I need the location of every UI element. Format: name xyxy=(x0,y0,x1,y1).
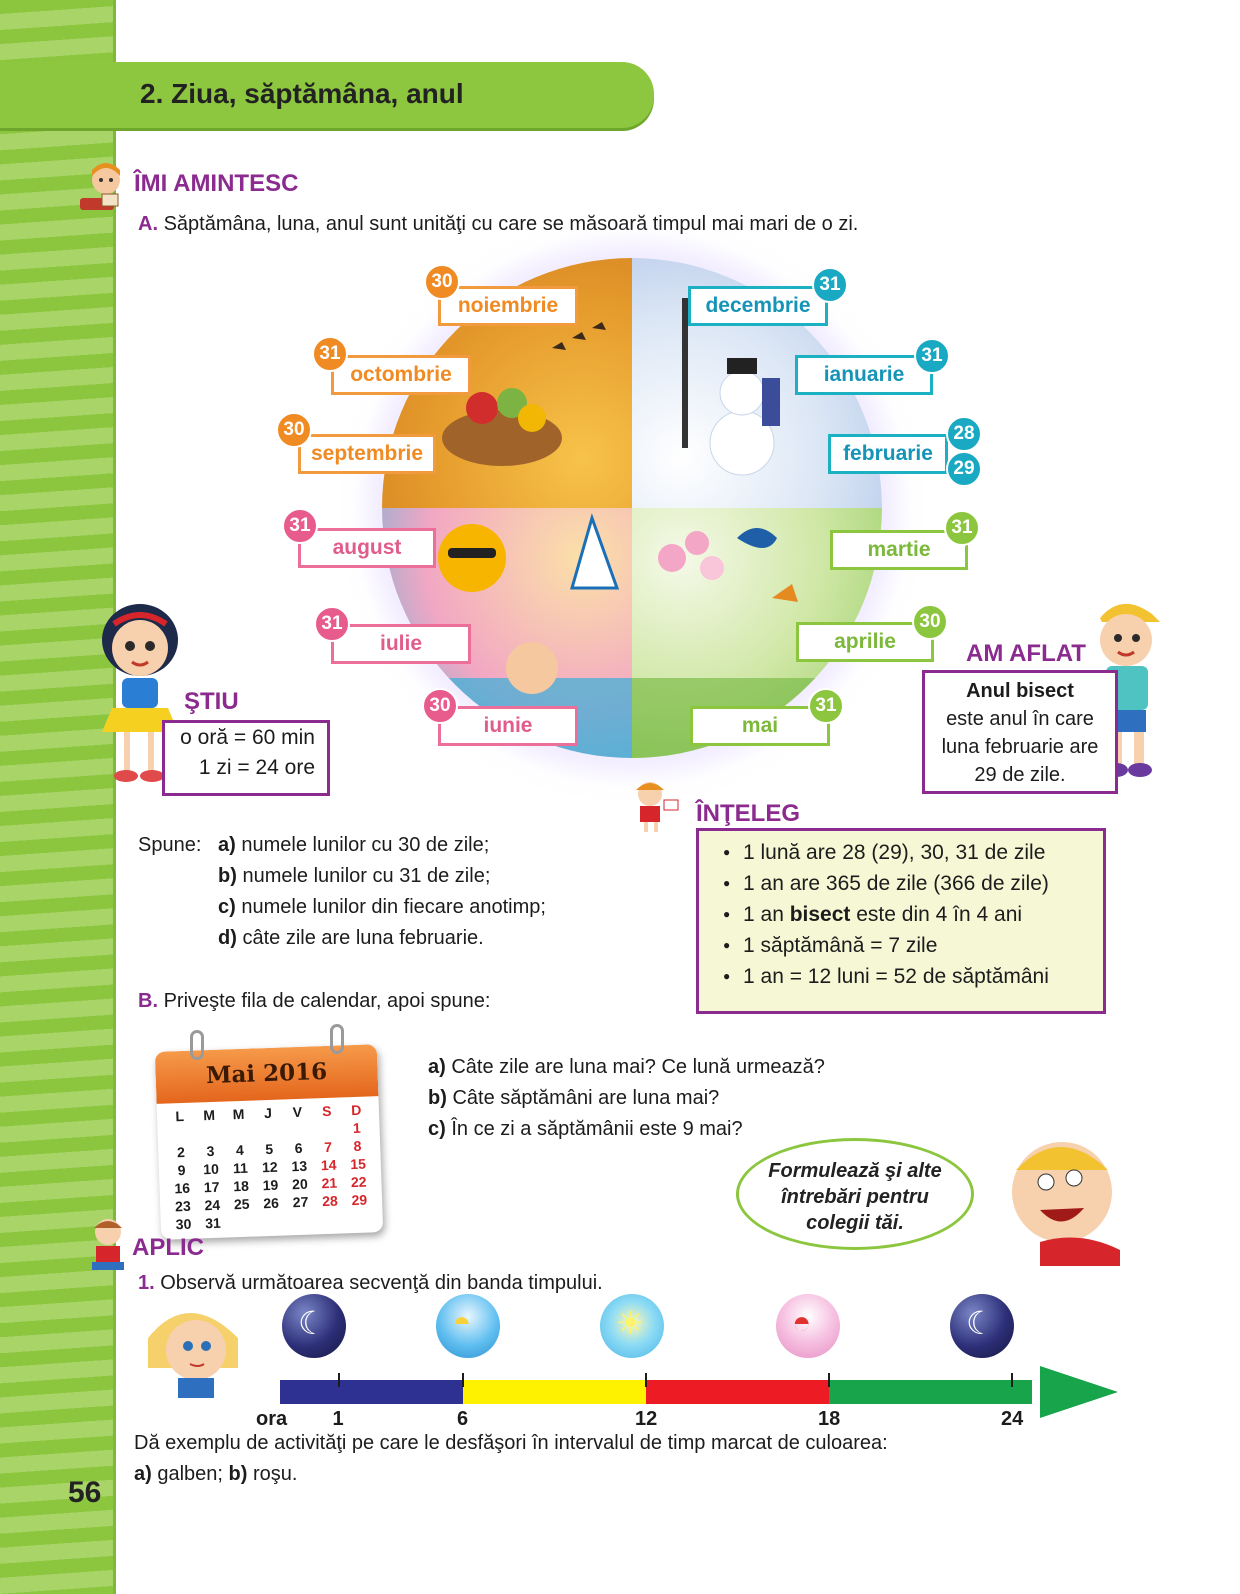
calendar-day: 9 xyxy=(177,1161,186,1179)
calendar-day: 6 xyxy=(294,1139,303,1157)
spune-item-d: d) câte zile are luna februarie. xyxy=(218,927,484,949)
calendar-day: 21 xyxy=(321,1174,338,1192)
calendar-weekday: J xyxy=(263,1104,273,1122)
calendar-title: Mai 2016 xyxy=(155,1044,379,1104)
month-label-noiembrie: noiembrie xyxy=(438,286,578,326)
days-badge-martie: 31 xyxy=(944,510,980,546)
thinking-girl-illustration xyxy=(138,1298,248,1398)
calendar-day: 2 xyxy=(176,1143,186,1161)
spune-item-a: a) numele lunilor cu 30 de zile; xyxy=(218,834,490,856)
part-a-text: Săptămâna, luna, anul sunt unităţi cu care se măsoară timpul mai mari de o zi. xyxy=(163,213,859,235)
calendar-day: 13 xyxy=(291,1157,308,1175)
calendar-day: 1 xyxy=(352,1119,362,1137)
aplic-exercise-line xyxy=(138,1272,603,1295)
month-label-iulie: iulie xyxy=(331,624,471,664)
month-label-mai: mai xyxy=(690,706,830,746)
calendar-day: 22 xyxy=(350,1173,367,1191)
calendar-day: 31 xyxy=(204,1214,221,1232)
calendar-day: 15 xyxy=(350,1155,367,1173)
section-heading-stiu: ŞTIU xyxy=(184,688,239,715)
question-a: a) Câte zile are luna mai? Ce lună urmează? xyxy=(428,1056,825,1078)
calendar-weekday: V xyxy=(292,1103,303,1121)
days-badge-februarie-leap: 29 xyxy=(946,451,982,487)
calendar-weekday: S xyxy=(321,1102,332,1120)
timeline-segment xyxy=(829,1380,1032,1404)
days-badge-iulie: 31 xyxy=(314,606,350,642)
section-heading-amintesc: ÎMI AMINTESC xyxy=(134,170,299,197)
stiu-box xyxy=(162,720,330,796)
timeline-tick-label: 12 xyxy=(635,1408,658,1430)
stiu-line-1: o oră = 60 min xyxy=(180,726,315,749)
timeline-tick xyxy=(338,1373,340,1387)
days-badge-februarie: 28 xyxy=(946,416,982,452)
speech-bubble xyxy=(736,1138,974,1250)
month-label-august: august xyxy=(298,528,436,568)
days-badge-mai: 31 xyxy=(808,688,844,724)
calendar-day: 8 xyxy=(353,1137,362,1155)
seasons-circle-illustration xyxy=(382,258,882,758)
calendar-day: 23 xyxy=(174,1197,191,1215)
days-badge-iunie: 30 xyxy=(422,688,458,724)
calendar-page xyxy=(155,1044,383,1240)
calendar-day: 10 xyxy=(202,1160,220,1178)
aplic-text: Observă următoarea secvenţă din banda timpului. xyxy=(160,1272,603,1294)
timeline-tick-label: 1 xyxy=(332,1408,344,1430)
timeline-arrowhead xyxy=(1040,1366,1118,1418)
calendar-ring xyxy=(330,1024,344,1054)
part-b-text: Priveşte fila de calendar, apoi spune: xyxy=(163,990,491,1012)
calendar-day xyxy=(165,1125,195,1144)
calendar-weekday: D xyxy=(350,1101,362,1119)
calendar-day: 3 xyxy=(206,1142,215,1160)
inteleg-box xyxy=(696,828,1106,1014)
calendar-day: 11 xyxy=(232,1159,249,1177)
calendar-day xyxy=(345,1208,375,1227)
month-label-decembrie: decembrie xyxy=(688,286,828,326)
calendar-day: 7 xyxy=(323,1138,333,1156)
bubble-line-1: Formulează şi alte xyxy=(768,1160,942,1182)
spune-prefix: Spune: xyxy=(138,834,202,856)
month-label-octombrie: octombrie xyxy=(331,355,471,395)
seasons-artwork xyxy=(382,258,882,758)
calendar-day: 28 xyxy=(321,1192,339,1210)
month-label-februarie: februarie xyxy=(828,434,948,474)
chapter-title-bar xyxy=(0,62,654,128)
am-aflat-box xyxy=(922,670,1118,794)
am-aflat-line-1: este anul în care xyxy=(946,708,1094,730)
am-aflat-line-2: luna februarie are xyxy=(941,736,1099,758)
inteleg-item: ● 1 an are 365 de zile (366 de zile) xyxy=(723,868,1103,899)
calendar-day: 19 xyxy=(262,1176,279,1194)
calendar-day: 12 xyxy=(261,1158,278,1176)
calendar-day: 29 xyxy=(351,1191,368,1209)
am-aflat-bold: Anul bisect xyxy=(966,680,1074,702)
timeline-segment xyxy=(646,1380,829,1404)
days-badge-decembrie: 31 xyxy=(812,267,848,303)
question-b: b) Câte săptămâni are luna mai? xyxy=(428,1087,720,1109)
bubble-line-2: întrebări pentru xyxy=(781,1186,929,1208)
calendar-ring xyxy=(190,1030,204,1060)
reading-girl-icon xyxy=(72,160,128,216)
ora-label: ora xyxy=(256,1408,288,1430)
aplic-answer-options: a) galben; b) roşu. xyxy=(134,1463,298,1485)
calendar-day: 25 xyxy=(233,1195,250,1213)
days-badge-noiembrie: 30 xyxy=(424,264,460,300)
page-number: 56 xyxy=(68,1476,102,1509)
sitting-boy-icon xyxy=(78,1216,134,1272)
calendar-day xyxy=(227,1212,257,1231)
month-label-martie: martie xyxy=(830,530,968,570)
calendar-day: 4 xyxy=(235,1141,244,1159)
calendar-weekday: M xyxy=(232,1105,245,1123)
question-c: c) În ce zi a săptămânii este 9 mai? xyxy=(428,1118,743,1140)
calendar-day: 26 xyxy=(263,1194,280,1212)
chapter-title: 2. Ziua, săptămâna, anul xyxy=(140,78,464,109)
letter-girl-icon xyxy=(624,778,680,834)
calendar-day xyxy=(224,1123,254,1142)
decorative-side-strip xyxy=(0,0,116,1594)
days-badge-august: 31 xyxy=(282,508,318,544)
sunrise-icon: ◓ xyxy=(436,1294,500,1358)
calendar-grid xyxy=(157,1096,384,1238)
days-badge-aprilie: 30 xyxy=(912,604,948,640)
calendar-day: 16 xyxy=(174,1179,191,1197)
calendar-day xyxy=(257,1211,287,1230)
timeline-tick-label: 24 xyxy=(1001,1408,1024,1430)
days-badge-octombrie: 31 xyxy=(312,336,348,372)
timeline-tick xyxy=(828,1373,830,1387)
calendar-weekday: L xyxy=(175,1107,185,1125)
calendar-day: 24 xyxy=(204,1196,221,1214)
timeline-segment xyxy=(280,1380,463,1404)
month-label-aprilie: aprilie xyxy=(796,622,934,662)
calendar-day: 27 xyxy=(292,1193,309,1211)
spune-item-b: b) numele lunilor cu 31 de zile; xyxy=(218,865,491,887)
timeline-segment xyxy=(463,1380,646,1404)
section-heading-aplic: APLIC xyxy=(132,1234,204,1261)
inteleg-item: ● 1 an = 12 luni = 52 de săptămâni xyxy=(723,961,1103,992)
am-aflat-line-3: 29 de zile. xyxy=(974,764,1066,786)
timeline-tick-label: 6 xyxy=(457,1408,469,1430)
calendar-day: 17 xyxy=(203,1178,220,1196)
calendar-day xyxy=(195,1124,225,1143)
calendar-day xyxy=(254,1121,284,1140)
calendar-day: 18 xyxy=(233,1177,250,1195)
calendar-weekday: M xyxy=(203,1106,216,1124)
sunset-icon: ◓ xyxy=(776,1294,840,1358)
month-label-iunie: iunie xyxy=(438,706,578,746)
calendar-day: 14 xyxy=(320,1156,337,1174)
section-heading-am-aflat: AM AFLAT xyxy=(966,640,1086,667)
calendar-day: 30 xyxy=(175,1215,192,1233)
night-moon-icon: ☾ xyxy=(950,1294,1014,1358)
timeline-tick xyxy=(645,1373,647,1387)
inteleg-item: ● 1 an bisect este din 4 în 4 ani xyxy=(723,899,1103,930)
inteleg-item: ● 1 lună are 28 (29), 30, 31 de zile xyxy=(723,837,1103,868)
calendar-day: 20 xyxy=(291,1175,308,1193)
night-moon-icon: ☾ xyxy=(282,1294,346,1358)
part-a-line xyxy=(138,213,858,236)
aplic-instruction: Dă exemplu de activităţi pe care le desfăşori în intervalul de timp marcat de culoarea: xyxy=(134,1432,888,1454)
part-b-line xyxy=(138,990,490,1013)
laughing-boy-illustration xyxy=(980,1130,1130,1266)
bubble-line-3: colegii tăi. xyxy=(806,1212,904,1234)
days-badge-ianuarie: 31 xyxy=(914,338,950,374)
month-label-septembrie: septembrie xyxy=(298,434,436,474)
part-a-letter: A. xyxy=(138,213,158,235)
calendar-day xyxy=(316,1209,346,1228)
stiu-line-2: 1 zi = 24 ore xyxy=(198,756,315,779)
calendar-day xyxy=(283,1120,313,1139)
inteleg-item: ● 1 săptămână = 7 zile xyxy=(723,930,1103,961)
spune-item-c: c) numele lunilor din fiecare anotimp; xyxy=(218,896,546,918)
timeline-tick-label: 18 xyxy=(818,1408,841,1430)
calendar-day: 5 xyxy=(265,1140,274,1158)
timeline-tick xyxy=(462,1373,464,1387)
days-badge-septembrie: 30 xyxy=(276,412,312,448)
month-label-ianuarie: ianuarie xyxy=(795,355,933,395)
calendar-day xyxy=(286,1210,316,1229)
calendar-day xyxy=(312,1119,342,1138)
aplic-number: 1. xyxy=(138,1272,155,1294)
timeline-tick xyxy=(1011,1373,1013,1387)
part-b-letter: B. xyxy=(138,990,158,1012)
section-heading-inteleg: ÎNŢELEG xyxy=(696,800,801,827)
noon-sun-icon: ☀ xyxy=(600,1294,664,1358)
